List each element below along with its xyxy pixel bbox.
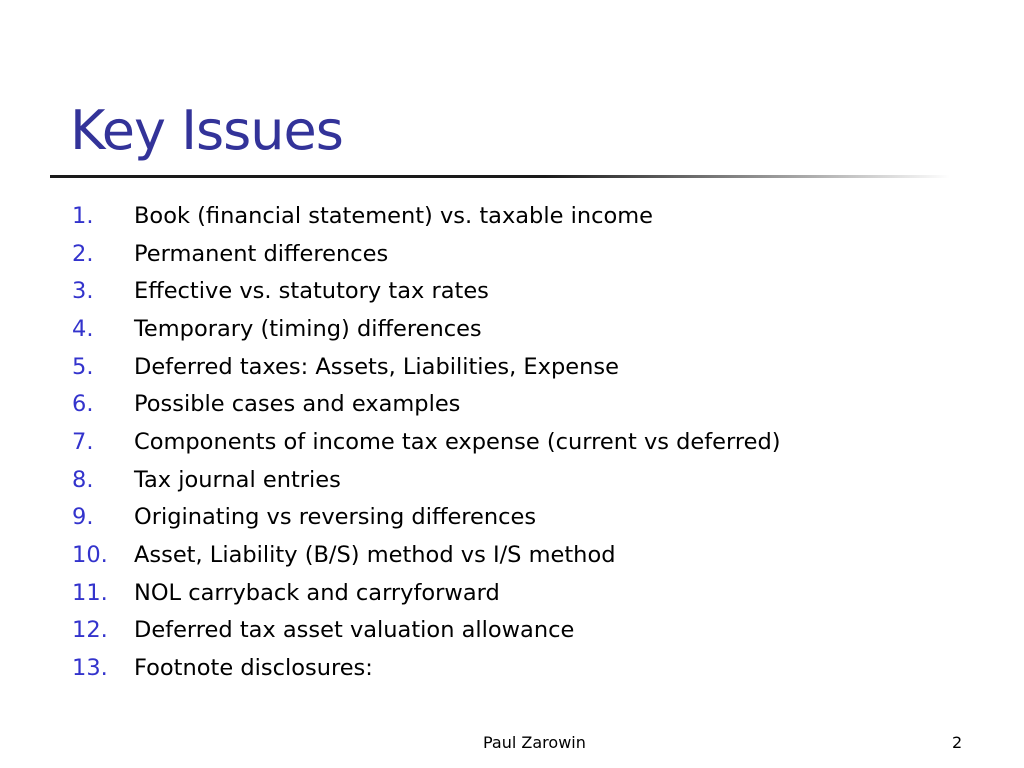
item-text: Deferred taxes: Assets, Liabilities, Expense [134,353,619,380]
item-text: Footnote disclosures: [134,655,373,682]
item-number: 4. [72,315,94,342]
item-number: 3. [72,278,94,305]
item-text: Components of income tax expense (current vs deferred) [134,428,781,455]
list-item [72,272,972,310]
list-item [72,385,972,423]
item-number: 5. [72,353,94,380]
item-number: 11. [72,579,108,606]
list-item [72,649,972,687]
item-text: Deferred tax asset valuation allowance [134,617,575,644]
list-item [72,499,972,537]
list-item [72,574,972,612]
item-text: Asset, Liability (B/S) method vs I/S method [134,542,616,569]
list-item [72,348,972,386]
list-item [72,536,972,574]
item-number: 12. [72,617,108,644]
item-number: 7. [72,428,94,455]
issue-list [72,197,972,687]
list-item [72,461,972,499]
item-text: Possible cases and examples [134,391,461,418]
item-number: 1. [72,202,94,229]
list-item [72,197,972,235]
item-text: Book (financial statement) vs. taxable income [134,202,653,229]
item-text: Temporary (timing) differences [134,315,482,342]
item-number: 13. [72,655,108,682]
item-text: Effective vs. statutory tax rates [134,278,489,305]
list-item [72,612,972,650]
item-number: 10. [72,542,108,569]
page-number: 2 [952,733,963,752]
item-number: 2. [72,240,94,267]
item-text: Tax journal entries [134,466,341,493]
slide-title: Key Issues [70,99,343,162]
title-divider [50,175,950,178]
footer-author: Paul Zarowin [483,733,586,752]
item-text: Permanent differences [134,240,389,267]
item-number: 9. [72,504,94,531]
list-item [72,423,972,461]
item-number: 8. [72,466,94,493]
list-item [72,310,972,348]
item-number: 6. [72,391,94,418]
item-text: NOL carryback and carryforward [134,579,500,606]
item-text: Originating vs reversing differences [134,504,537,531]
list-item [72,235,972,273]
